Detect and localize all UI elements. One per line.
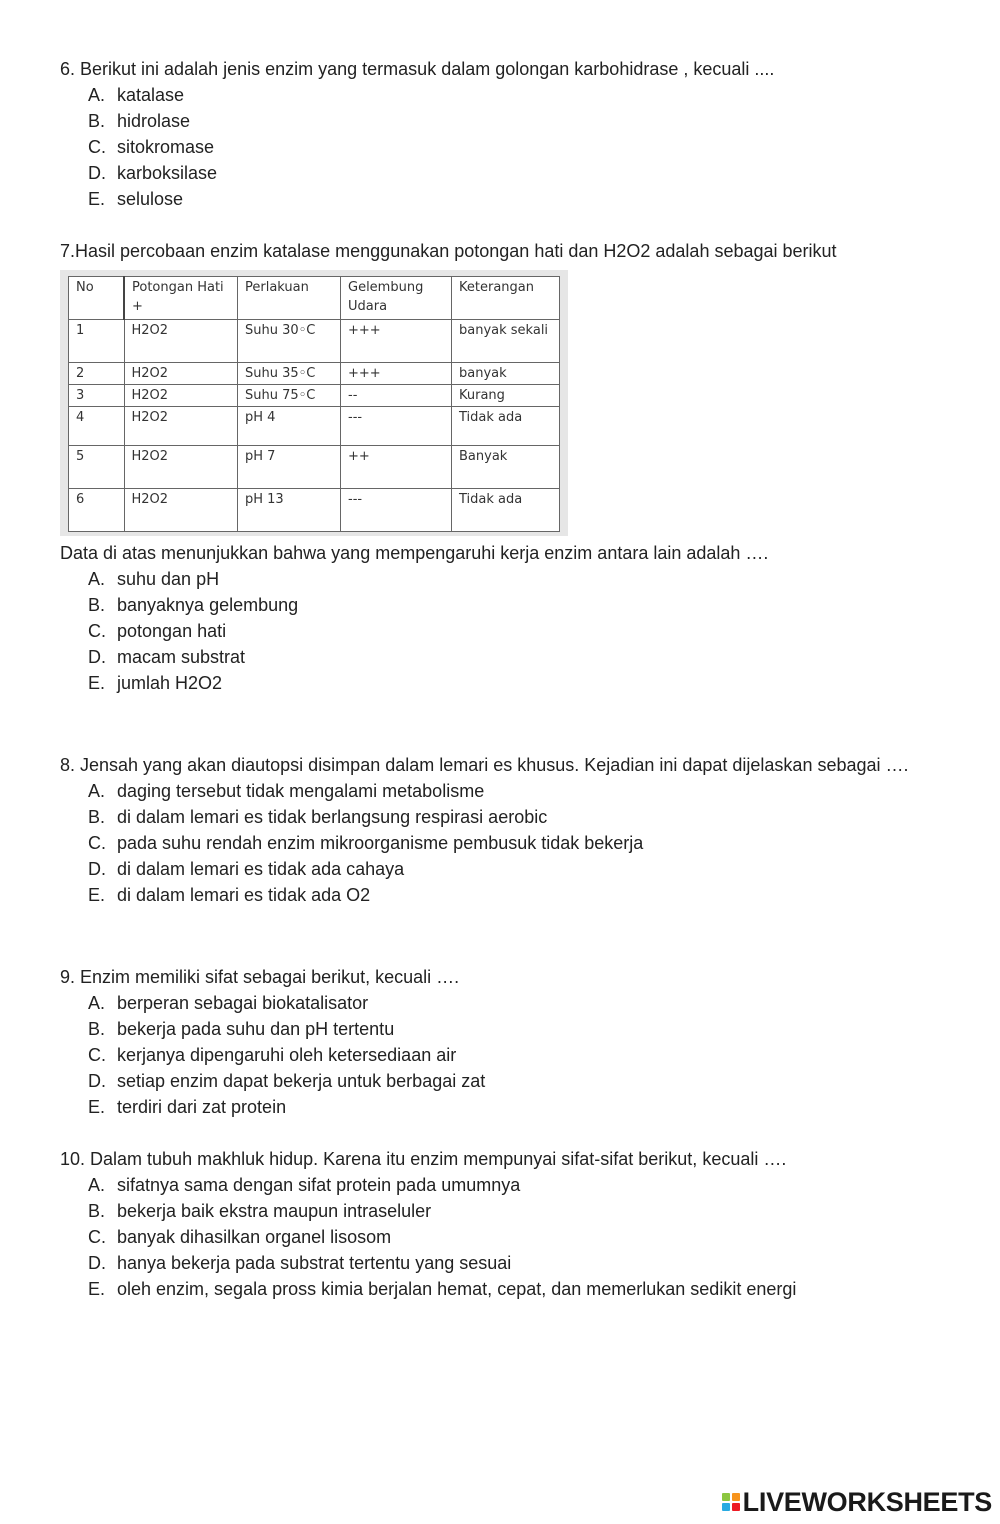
question-9-option-c[interactable]: C. kerjanya dipengaruhi oleh ketersediaan air xyxy=(88,1045,457,1065)
table-cell: Banyak xyxy=(452,446,560,489)
question-9-option-d[interactable]: D. setiap enzim dapat bekerja untuk berbagai zat xyxy=(88,1071,486,1091)
table-header-cell: Gelembung Udara xyxy=(341,277,452,320)
question-8-option-c[interactable]: C. pada suhu rendah enzim mikroorganisme pembusuk tidak bekerja xyxy=(88,833,644,853)
question-10-text: 10. Dalam tubuh makhluk hidup. Karena itu enzim mempunyai sifat-sifat berikut, kecuali …. xyxy=(60,1149,787,1169)
logo-grid-icon xyxy=(722,1493,740,1511)
question-6-option-a[interactable]: A. katalase xyxy=(88,85,185,105)
table-cell: +++ xyxy=(341,320,452,363)
question-9-options xyxy=(60,990,940,1120)
question-9-text: 9. Enzim memiliki sifat sebagai berikut, kecuali …. xyxy=(60,967,460,987)
table-cell: pH 4 xyxy=(238,407,341,446)
table-cell: Suhu 30◦C xyxy=(238,320,341,363)
question-8-option-b[interactable]: B. di dalam lemari es tidak berlangsung respirasi aerobic xyxy=(88,807,548,827)
table-cell: Kurang xyxy=(452,385,560,407)
table-header-row xyxy=(69,277,560,320)
table-header-cell: No xyxy=(69,277,125,320)
table-header-cell: Perlakuan xyxy=(238,277,341,320)
question-7-option-c[interactable]: C. potongan hati xyxy=(88,621,227,641)
worksheet-page xyxy=(60,56,940,1302)
question-6-option-d[interactable]: D. karboksilase xyxy=(88,163,218,183)
table-row xyxy=(69,385,560,407)
table-cell: 1 xyxy=(69,320,125,363)
table-cell: Suhu 35◦C xyxy=(238,363,341,385)
question-8-option-a[interactable]: A. daging tersebut tidak mengalami metabolisme xyxy=(88,781,485,801)
question-10-option-d[interactable]: D. hanya bekerja pada substrat tertentu yang sesuai xyxy=(88,1253,512,1273)
logo-square-4 xyxy=(732,1503,740,1511)
table-cell: +++ xyxy=(341,363,452,385)
question-6-option-e[interactable]: E. selulose xyxy=(88,189,184,209)
table-row xyxy=(69,320,560,363)
question-6-text: 6. Berikut ini adalah jenis enzim yang termasuk dalam golongan karbohidrase , kecuali .... xyxy=(60,59,775,79)
table-cell: 6 xyxy=(69,489,125,532)
question-10-option-c[interactable]: C. banyak dihasilkan organel lisosom xyxy=(88,1227,392,1247)
question-7-text: 7.Hasil percobaan enzim katalase menggunakan potongan hati dan H2O2 adalah sebagai berikut xyxy=(60,241,837,261)
table-row xyxy=(69,446,560,489)
table-cell: H2O2 xyxy=(124,363,238,385)
question-7-option-a[interactable]: A. suhu dan pH xyxy=(88,569,220,589)
table-cell: ++ xyxy=(341,446,452,489)
table-cell: 2 xyxy=(69,363,125,385)
liveworksheets-logo[interactable] xyxy=(722,1484,992,1520)
table-row xyxy=(69,363,560,385)
question-7-prompt: Data di atas menunjukkan bahwa yang mempengaruhi kerja enzim antara lain adalah …. xyxy=(60,543,769,563)
question-8-text: 8. Jensah yang akan diautopsi disimpan dalam lemari es khusus. Kejadian ini dapat dijelaskan sebagai …. xyxy=(60,755,909,775)
question-6-option-c[interactable]: C. sitokromase xyxy=(88,137,215,157)
table-cell: 5 xyxy=(69,446,125,489)
table-cell: H2O2 xyxy=(124,320,238,363)
table-row xyxy=(69,407,560,446)
table-cell: Tidak ada xyxy=(452,489,560,532)
question-8-options xyxy=(60,778,940,908)
question-7-option-b[interactable]: B. banyaknya gelembung xyxy=(88,595,299,615)
question-9-option-a[interactable]: A. berperan sebagai biokatalisator xyxy=(88,993,369,1013)
experiment-table-image xyxy=(60,270,568,536)
question-10-option-a[interactable]: A. sifatnya sama dengan sifat protein pada umumnya xyxy=(88,1175,521,1195)
table-cell: H2O2 xyxy=(124,407,238,446)
table-header-cell: Keterangan xyxy=(452,277,560,320)
question-10-option-e[interactable]: E. oleh enzim, segala pross kimia berjalan hemat, cepat, dan memerlukan sedikit energi xyxy=(88,1279,797,1299)
table-cell: 3 xyxy=(69,385,125,407)
table-cell: pH 7 xyxy=(238,446,341,489)
question-10-options xyxy=(60,1172,940,1302)
experiment-table xyxy=(68,276,560,532)
table-cell: H2O2 xyxy=(124,446,238,489)
table-cell: H2O2 xyxy=(124,385,238,407)
table-cell: 4 xyxy=(69,407,125,446)
table-cell: -- xyxy=(341,385,452,407)
table-cell: --- xyxy=(341,489,452,532)
question-9-option-e[interactable]: E. terdiri dari zat protein xyxy=(88,1097,287,1117)
question-7-option-d[interactable]: D. macam substrat xyxy=(88,647,246,667)
table-cell: Tidak ada xyxy=(452,407,560,446)
table-cell: Suhu 75◦C xyxy=(238,385,341,407)
question-10-option-b[interactable]: B. bekerja baik ekstra maupun intraseluler xyxy=(88,1201,432,1221)
table-cell: --- xyxy=(341,407,452,446)
logo-text: LIVEWORKSHEETS xyxy=(742,1487,992,1517)
question-7-option-e[interactable]: E. jumlah H2O2 xyxy=(88,673,223,693)
logo-square-1 xyxy=(722,1493,730,1501)
table-cell: H2O2 xyxy=(124,489,238,532)
table-row xyxy=(69,489,560,532)
table-cell: banyak xyxy=(452,363,560,385)
table-cell: banyak sekali xyxy=(452,320,560,363)
table-cell: pH 13 xyxy=(238,489,341,532)
question-7-options xyxy=(60,566,940,696)
question-6-option-b[interactable]: B. hidrolase xyxy=(88,111,191,131)
question-8-option-d[interactable]: D. di dalam lemari es tidak ada cahaya xyxy=(88,859,405,879)
question-6-options xyxy=(60,82,940,212)
logo-square-2 xyxy=(732,1493,740,1501)
logo-square-3 xyxy=(722,1503,730,1511)
question-9-option-b[interactable]: B. bekerja pada suhu dan pH tertentu xyxy=(88,1019,395,1039)
table-header-cell: Potongan Hati + xyxy=(124,277,238,320)
question-8-option-e[interactable]: E. di dalam lemari es tidak ada O2 xyxy=(88,885,371,905)
